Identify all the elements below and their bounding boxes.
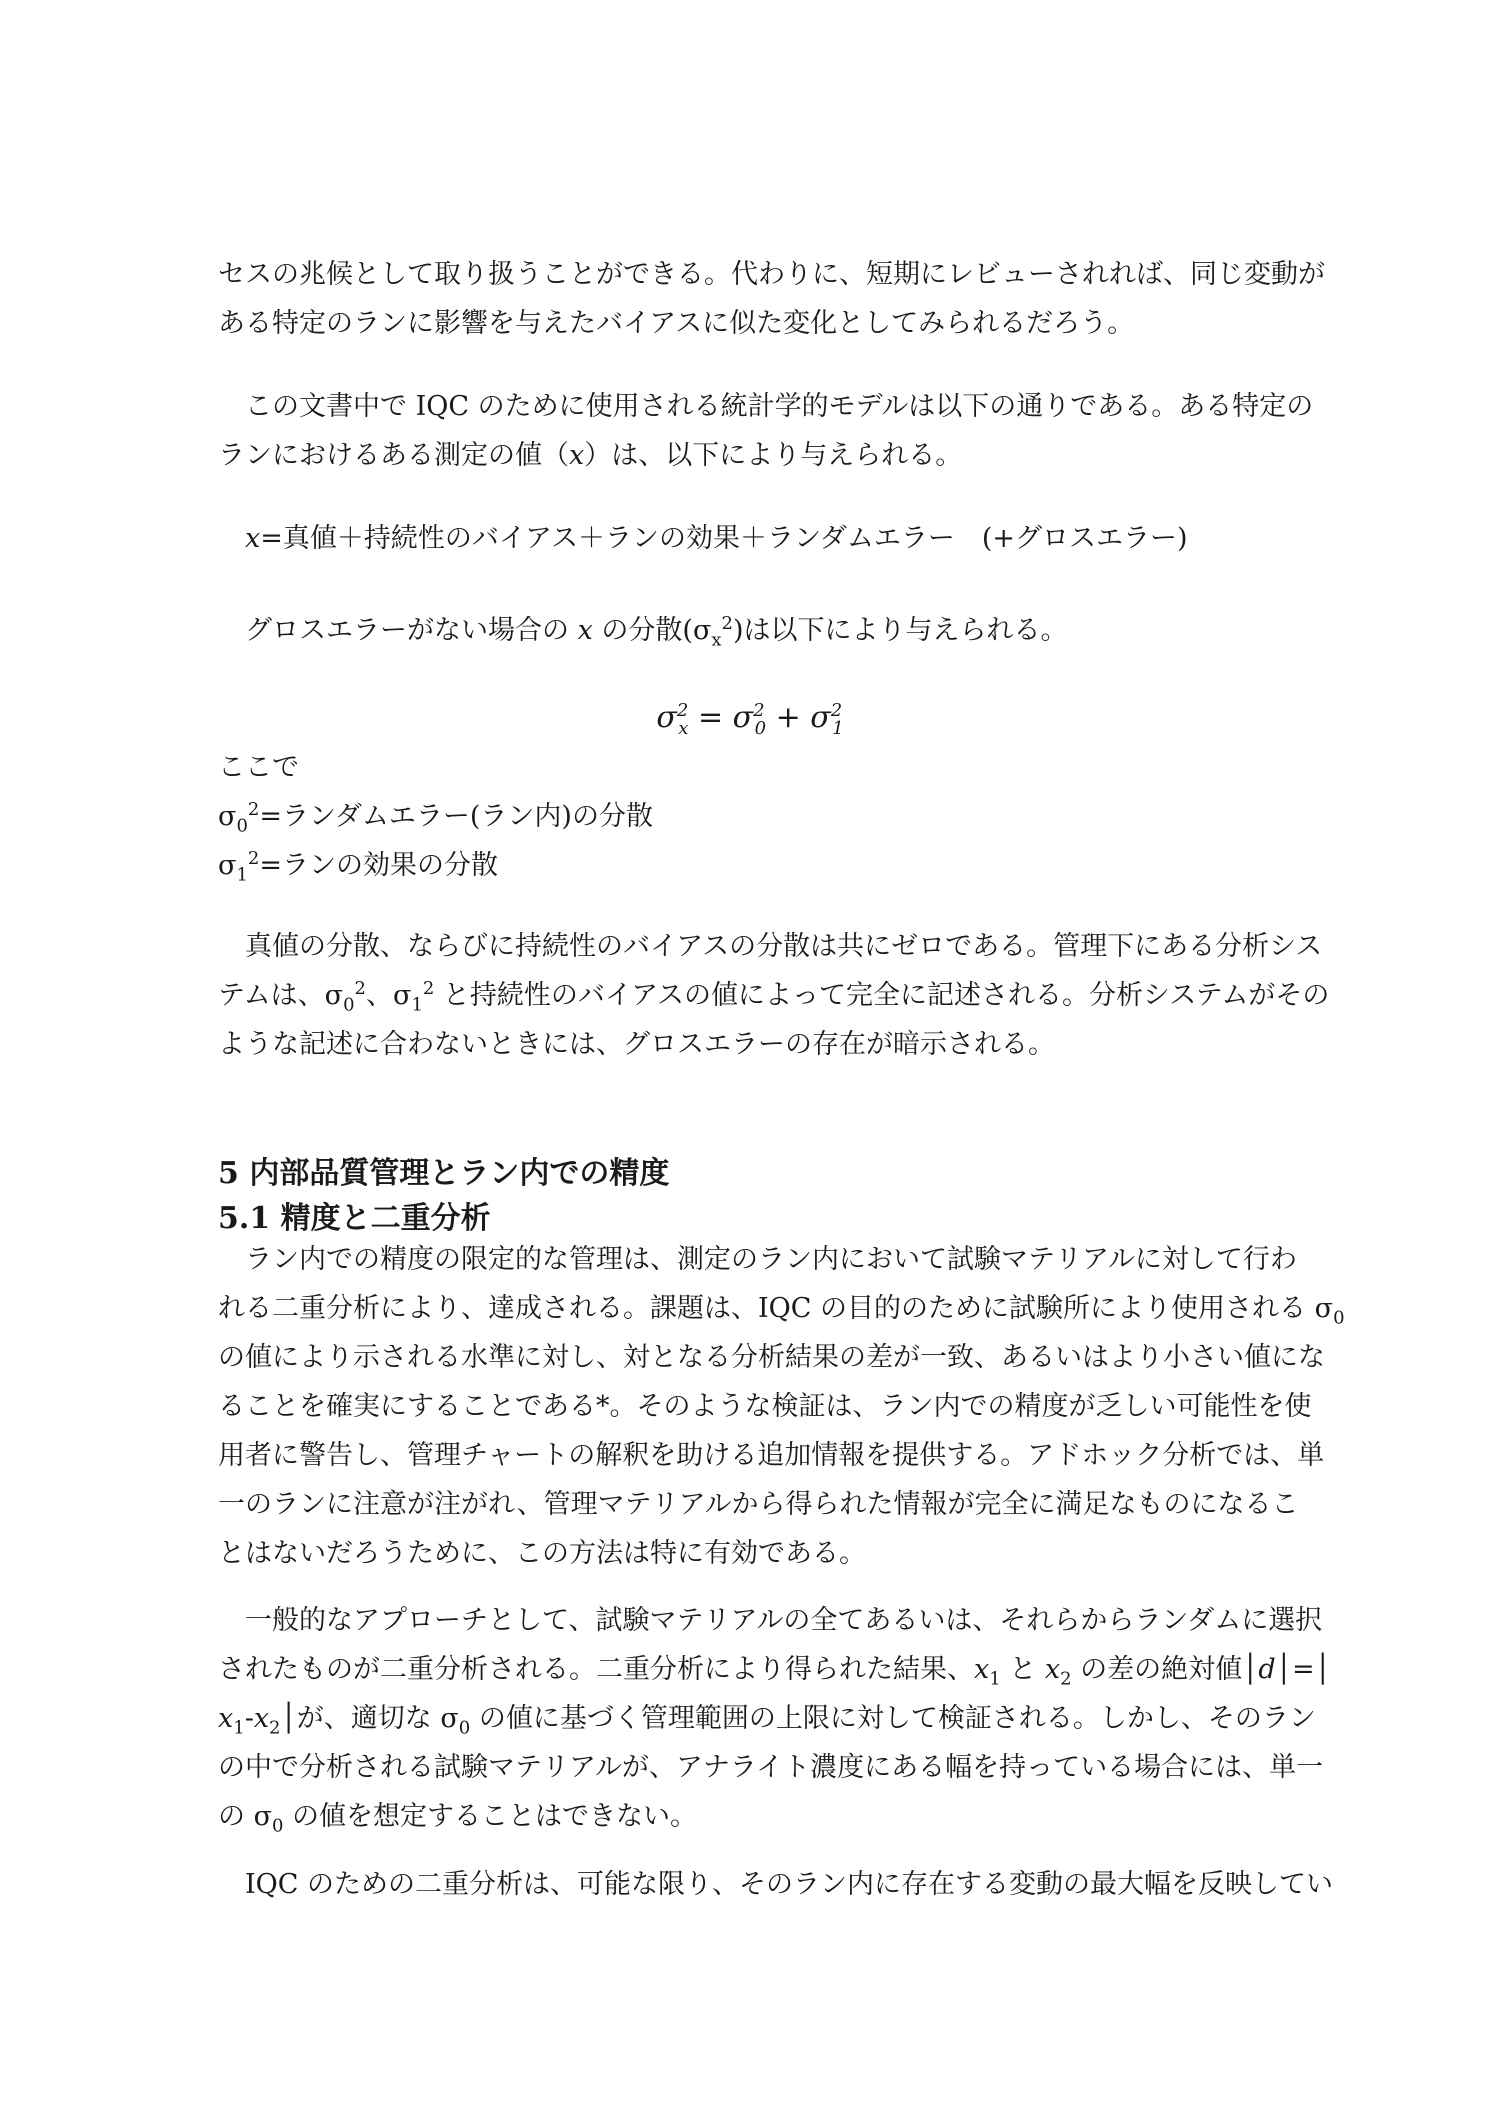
text-line: 一のランに注意が注がれ、管理マテリアルから得られた情報が完全に満足なものになるこ	[218, 1489, 1299, 1520]
superscript: 2	[247, 799, 260, 820]
subscript: 1	[989, 1668, 1001, 1690]
text-span: れる二重分析により、達成される。課題は、IQC の目的のために試験所により使用される σ	[218, 1293, 1334, 1324]
text-span: )は以下により与えられる。	[732, 615, 1068, 646]
subscript: 1	[233, 1717, 245, 1739]
subscript: 0	[236, 815, 248, 837]
superscript: 2	[721, 613, 733, 634]
definition-sigma1	[218, 841, 1298, 890]
superscript: 2	[753, 700, 765, 721]
equals-sign: =	[688, 700, 733, 735]
subscript: x	[678, 718, 689, 739]
text-line: この文書中で IQC のために使用される統計学的モデルは以下の通りである。ある特定の	[245, 391, 1314, 422]
text-span: と持続性のバイアスの値によって完全に記述される。分析システムがその	[434, 980, 1330, 1011]
variable-x: x	[245, 523, 261, 554]
subscript: x	[711, 629, 722, 651]
text-line: 用者に警告し、管理チャートの解釈を助ける追加情報を提供する。アドホック分析では、単	[218, 1440, 1325, 1471]
text-span: されたものが二重分析される。二重分析により得られた結果、	[218, 1654, 974, 1685]
subscript: 2	[1060, 1668, 1072, 1690]
definition-sigma0	[218, 792, 1298, 841]
variable-x: x	[1044, 1654, 1061, 1685]
variance-formula	[0, 700, 1500, 739]
text-line: とはないだろうために、この方法は特に有効である。	[218, 1538, 866, 1569]
text-line: 真値の分散、ならびに持続性のバイアスの分散は共にゼロである。管理下にある分析シス	[245, 931, 1323, 962]
paragraph-6	[218, 1596, 1331, 1841]
where-label: ここで	[218, 752, 299, 783]
paragraph-4	[218, 922, 1330, 1069]
text-line: ような記述に合わないときには、グロスエラーの存在が暗示される。	[218, 1029, 1055, 1060]
subscript: 0	[754, 718, 767, 739]
subscript: 0	[458, 1717, 471, 1739]
text-line: ラン内での精度の限定的な管理は、測定のラン内において試験マテリアルに対して行わ	[245, 1244, 1297, 1275]
text-span: の差の絶対値│	[1071, 1654, 1259, 1685]
variable-x: x	[218, 1703, 234, 1734]
paragraph-7	[218, 1860, 1334, 1909]
variable-x: x	[569, 440, 585, 471]
paragraph-2	[218, 382, 1314, 480]
sigma-symbol: σ	[732, 700, 754, 735]
text-line: ある特定のランに影響を与えたバイアスに似た変化としてみられるだろう。	[218, 308, 1135, 339]
section-heading-5: 5 内部品質管理とラン内での精度	[218, 1156, 670, 1191]
superscript: 2	[830, 700, 843, 721]
subscript: 1	[411, 994, 423, 1016]
text-line	[218, 431, 1298, 480]
text-line: セスの兆候として取り扱うことができる。代わりに、短期にレビューされれば、同じ変動が	[218, 259, 1325, 290]
text-span: =ランダムエラー(ラン内)の分散	[259, 801, 653, 832]
text-line	[218, 971, 1330, 1020]
text-span: と	[1000, 1654, 1045, 1685]
model-equation	[245, 514, 1325, 563]
variable-x: x	[974, 1654, 990, 1685]
text-span: ）は、以下により与えられる。	[584, 440, 963, 471]
sigma-symbol: σ	[218, 801, 237, 832]
where-block	[218, 743, 1298, 890]
superscript: 2	[676, 700, 689, 721]
subscript: 2	[269, 1717, 281, 1739]
variable-x: x	[253, 1703, 270, 1734]
subscript: 0	[272, 1815, 284, 1837]
text-span: ランにおけるある測定の値（	[218, 440, 569, 471]
text-line	[218, 1645, 1331, 1694]
text-line	[218, 1694, 1316, 1743]
paragraph-1	[218, 250, 1325, 348]
text-span: =ランの効果の分散	[259, 850, 498, 881]
text-line: IQC のための二重分析は、可能な限り、そのラン内に存在する変動の最大幅を反映してい	[245, 1869, 1334, 1900]
text-line: 一般的なアプローチとして、試験マテリアルの全てあるいは、それらからランダムに選択	[245, 1605, 1323, 1636]
text-line	[218, 1284, 1345, 1333]
subscript: 0	[343, 994, 355, 1016]
text-line	[218, 1792, 1298, 1841]
text-span: テムは、σ	[218, 980, 344, 1011]
text-span: の分散(σ	[592, 615, 712, 646]
sigma-symbol: σ	[810, 700, 831, 735]
superscript: 2	[247, 848, 260, 869]
subscript: 1	[236, 864, 248, 886]
variable-x: x	[577, 615, 593, 646]
text-span: │=│	[1275, 1654, 1331, 1685]
text-span: グロスエラーがない場合の	[245, 615, 578, 646]
text-line: の値により示される水準に対し、対となる分析結果の差が一致、あるいはより小さい値にな	[218, 1342, 1325, 1373]
subscript: 1	[832, 718, 844, 739]
plus-sign: +	[766, 700, 811, 735]
model-text: =真値＋持続性のバイアス＋ランの効果＋ランダムエラー (+グロスエラー)	[260, 523, 1188, 554]
text-span: の値に基づく管理範囲の上限に対して検証される。しかし、そのラン	[470, 1703, 1316, 1734]
text-span: -	[244, 1703, 254, 1734]
text-span: の σ	[218, 1801, 273, 1832]
section-heading-5-1: 5.1 精度と二重分析	[218, 1201, 491, 1236]
sigma-symbol: σ	[656, 700, 677, 735]
text-line: ることを確実にすることである*。そのような検証は、ラン内での精度が乏しい可能性を使	[218, 1391, 1312, 1422]
paragraph-5	[218, 1235, 1345, 1578]
text-line: の中で分析される試験マテリアルが、アナライト濃度にある幅を持っている場合には、単一	[218, 1752, 1324, 1783]
text-span: の値を想定することはできない。	[283, 1801, 698, 1832]
superscript: 2	[354, 978, 366, 999]
variable-d: d	[1258, 1654, 1276, 1685]
subscript: 0	[1333, 1307, 1345, 1329]
text-span: 、σ	[366, 980, 412, 1011]
text-span: │が、適切な σ	[280, 1703, 459, 1734]
paragraph-3	[245, 606, 1325, 655]
sigma-symbol: σ	[218, 850, 237, 881]
superscript: 2	[422, 978, 435, 999]
